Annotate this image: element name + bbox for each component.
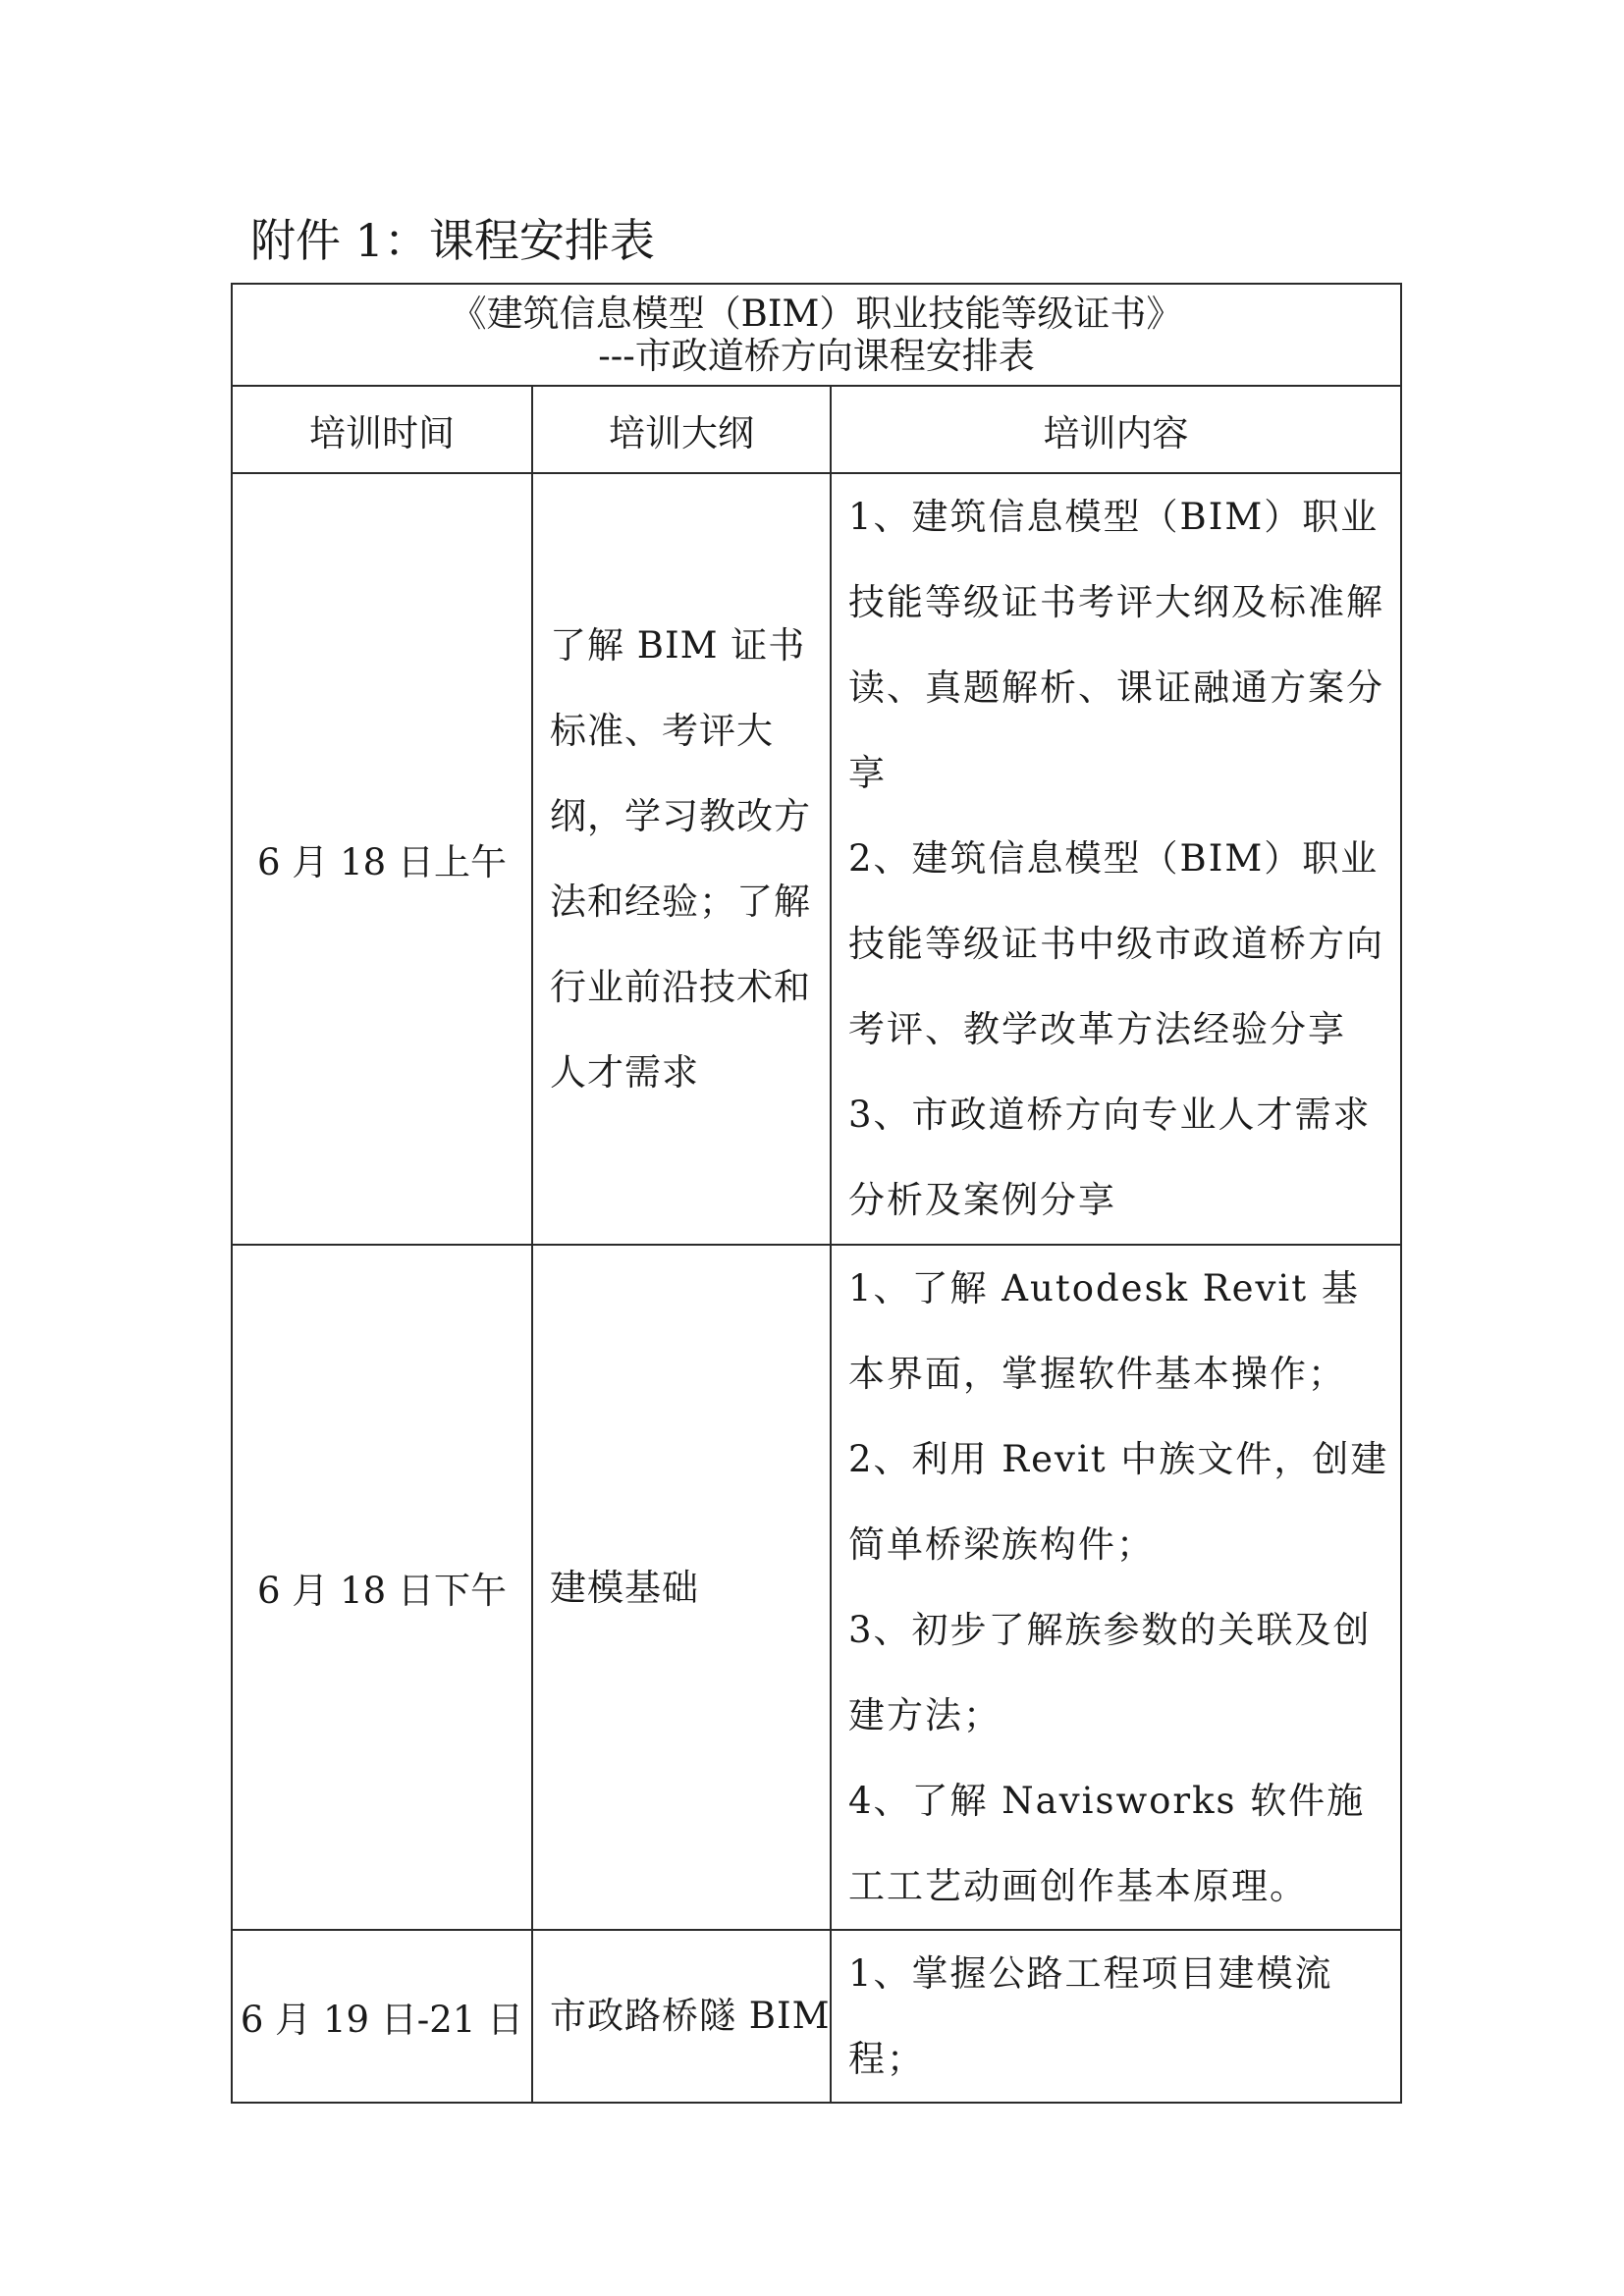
- row-content: [831, 473, 1401, 1245]
- table-row: [232, 1930, 1401, 2103]
- page-title: 附件 1：课程安排表: [250, 214, 655, 267]
- row-content: [831, 1930, 1401, 2103]
- content-item: 1、建筑信息模型（BIM）职业技能等级证书考评大纲及标准解读、真题解析、课证融通方案分享: [848, 496, 1384, 794]
- content-item: 2、建筑信息模型（BIM）职业技能等级证书中级市政道桥方向考评、教学改革方法经验分享: [848, 837, 1384, 1050]
- header-training-time: 培训时间: [232, 386, 532, 473]
- row-outline: 建模基础: [532, 1245, 831, 1930]
- header-training-outline: 培训大纲: [532, 386, 831, 473]
- table-title-cell: [232, 284, 1401, 386]
- content-item: 3、初步了解族参数的关联及创建方法；: [848, 1609, 1372, 1736]
- table-row: [232, 473, 1401, 1245]
- row-time: 6 月 19 日-21 日: [232, 1930, 532, 2103]
- content-item: 1、了解 Autodesk Revit 基本界面，掌握软件基本操作；: [848, 1267, 1360, 1395]
- content-item: 2、利用 Revit 中族文件，创建简单桥梁族构件；: [848, 1438, 1389, 1566]
- table-title: 《建筑信息模型（BIM）职业技能等级证书》: [450, 293, 1183, 335]
- content-item: 4、了解 Navisworks 软件施工工艺动画创作基本原理。: [848, 1780, 1366, 1907]
- table-row: [232, 1245, 1401, 1930]
- content-item: 3、市政道桥方向专业人才需求分析及案例分享: [848, 1094, 1372, 1221]
- row-content: [831, 1245, 1401, 1930]
- row-outline: 了解 BIM 证书标准、考评大纲，学习教改方法和经验；了解行业前沿技术和人才需求: [532, 473, 831, 1245]
- row-time: 6 月 18 日下午: [232, 1245, 532, 1930]
- table-header-row: [232, 386, 1401, 473]
- row-time: 6 月 18 日上午: [232, 473, 532, 1245]
- table-subtitle: ---市政道桥方向课程安排表: [598, 335, 1035, 377]
- header-training-content: 培训内容: [831, 386, 1401, 473]
- row-outline: 市政路桥隧 BIM: [532, 1930, 831, 2103]
- table-title-row: [232, 284, 1401, 386]
- course-schedule-table: [231, 283, 1402, 2104]
- content-item: 1、掌握公路工程项目建模流程；: [848, 1952, 1333, 2080]
